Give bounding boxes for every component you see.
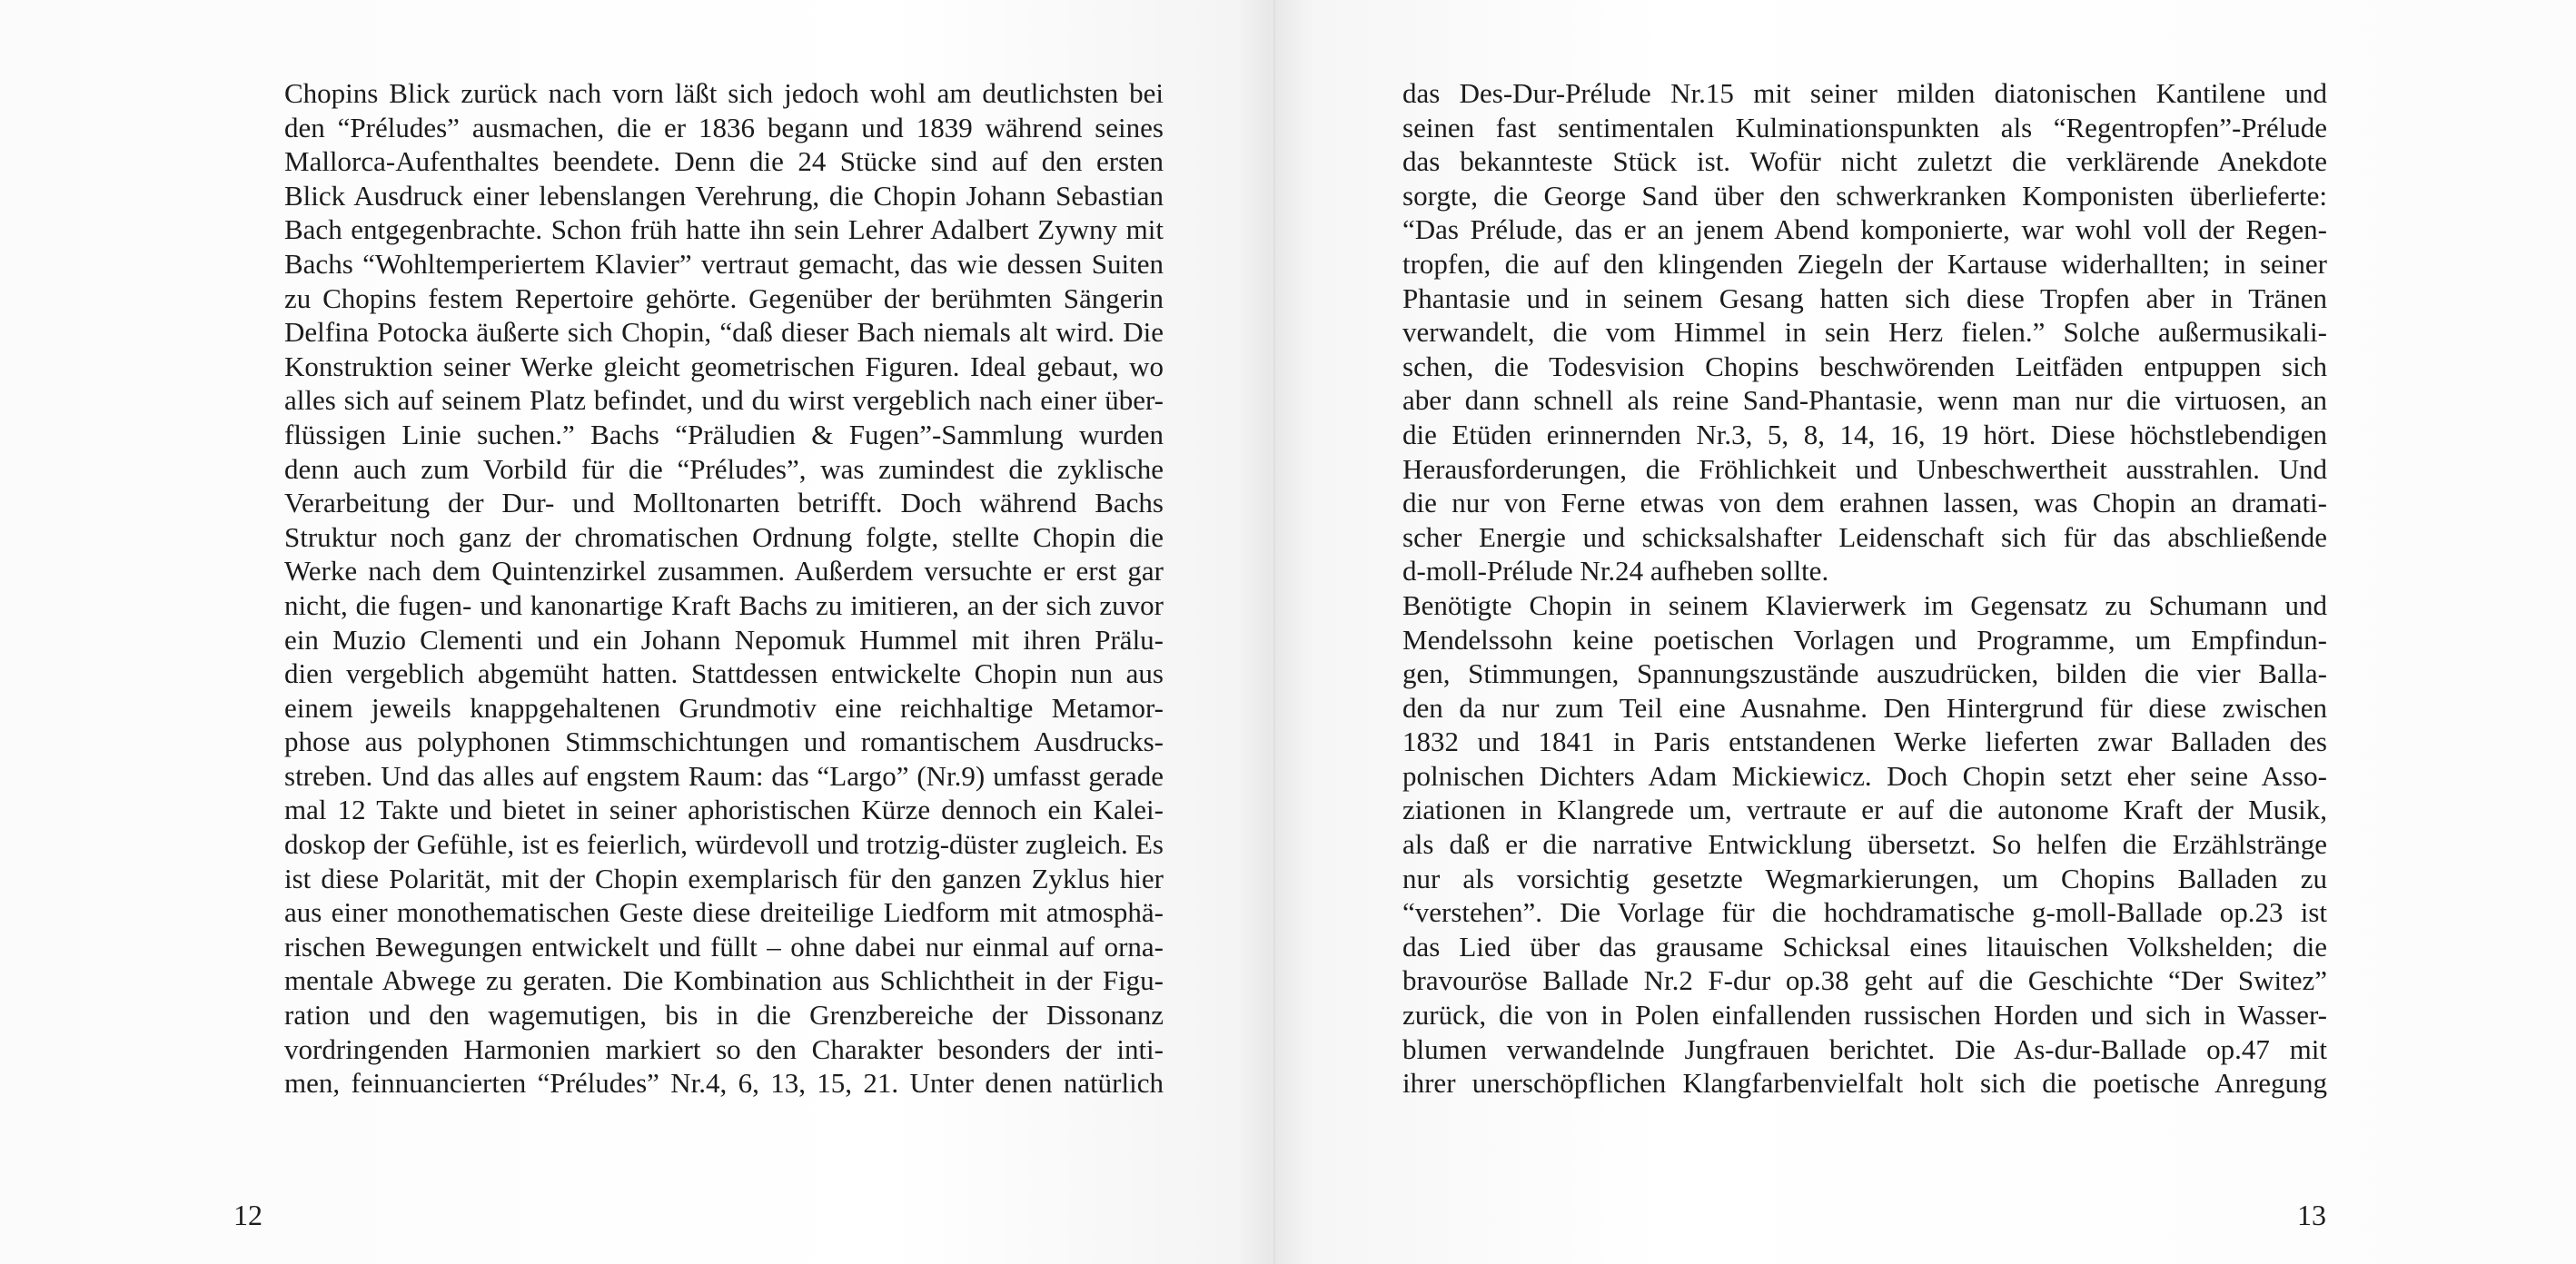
text-line: als daß er die narrative Entwicklung übersetzt. So helfen die Erzählstränge [1402,828,2327,861]
text-line: rischen Bewegungen entwickelt und füllt – ohne dabei nur einmal auf orna- [284,930,1164,963]
text-line: denn auch zum Vorbild für die “Préludes”, was zumindest die zyklische [284,452,1164,485]
text-line: ein Muzio Clementi und ein Johann Nepomuk Hummel mit ihren Prälu- [284,623,1164,656]
left-page-body-text [284,76,1164,1101]
text-line: ration und den wagemutigen, bis in die Grenzbereiche der Dissonanz [284,999,1164,1032]
text-line: Konstruktion seiner Werke gleicht geometrischen Figuren. Ideal gebaut, wo [284,350,1164,382]
text-line: alles sich auf seinem Platz befindet, und du wirst vergeblich nach einer über- [284,384,1164,417]
text-line: flüssigen Linie suchen.” Bachs “Präludien & Fugen”-Sammlung wurden [284,418,1164,450]
text-line: tropfen, die auf den klingenden Ziegeln der Kartause widerhallten; in seiner [1402,247,2327,280]
text-line: das Lied über das grausame Schicksal eines litauischen Volkshelden; die [1402,930,2327,963]
text-line: das bekannteste Stück ist. Wofür nicht zuletzt die verklärende Anekdote [1402,145,2327,178]
text-line: die Etüden erinnernden Nr.3, 5, 8, 14, 16, 19 hört. Diese höchstlebendigen [1402,418,2327,450]
text-line: Phantasie und in seinem Gesang hatten sich diese Tropfen aber in Tränen [1402,281,2327,314]
text-line: Chopins Blick zurück nach vorn läßt sich jedoch wohl am deutlichsten bei [284,77,1164,109]
text-line: sorgte, die George Sand über den schwerkranken Komponisten überlieferte: [1402,179,2327,212]
text-line: Mendelssohn keine poetischen Vorlagen und Programme, um Empfindun- [1402,623,2327,656]
left-page [0,0,1275,1264]
text-line: die nur von Ferne etwas von dem erahnen lassen, was Chopin an dramati- [1402,487,2327,519]
text-line: nicht, die fugen- und kanonartige Kraft Bachs zu imitieren, an der sich zuvor [284,588,1164,621]
text-line: men, feinnuancierten “Préludes” Nr.4, 6, 13, 15, 21. Unter denen natürlich [284,1067,1164,1100]
text-line: “verstehen”. Die Vorlage für die hochdramatische g-moll-Ballade op.23 ist [1402,896,2327,929]
right-page-number: 13 [2297,1199,2326,1231]
text-line: dien vergeblich abgemüht hatten. Stattdessen entwickelte Chopin nun aus [284,657,1164,690]
text-line: nur als vorsichtig gesetzte Wegmarkierungen, um Chopins Balladen zu [1402,862,2327,894]
text-line: Mallorca-Aufenthaltes beendete. Denn die 24 Stücke sind auf den ersten [284,145,1164,178]
text-line: Benötigte Chopin in seinem Klavierwerk im Gegensatz zu Schumann und [1402,588,2327,621]
text-line: doskop der Gefühle, ist es feierlich, würdevoll und trotzig-düster zugleich. Es [284,828,1164,861]
text-line: das Des-Dur-Prélude Nr.15 mit seiner milden diatonischen Kantilene und [1402,77,2327,109]
text-line: zurück, die von in Polen einfallenden russischen Horden und sich in Wasser- [1402,999,2327,1032]
text-line: “Das Prélude, das er an jenem Abend komponierte, war wohl voll der Regen- [1402,213,2327,246]
text-line: zu Chopins festem Repertoire gehörte. Gegenüber der berühmten Sängerin [284,281,1164,314]
text-line: ist diese Polarität, mit der Chopin exemplarisch für den ganzen Zyklus hier [284,862,1164,894]
text-line: scher Energie und schicksalshafter Leidenschaft sich für das abschließende [1402,520,2327,553]
text-line: bravouröse Ballade Nr.2 F-dur op.38 geht auf die Geschichte “Der Switez” [1402,964,2327,997]
text-line: den da nur zum Teil eine Ausnahme. Den Hintergrund für diese zwischen [1402,691,2327,724]
text-line: 1832 und 1841 in Paris entstandenen Werke lieferten zwar Balladen des [1402,726,2327,758]
text-line: aus einer monothematischen Geste diese dreiteilige Liedform mit atmosphä- [284,896,1164,929]
text-line: Delfina Potocka äußerte sich Chopin, “daß dieser Bach niemals alt wird. Die [284,316,1164,349]
text-line: d-moll-Prélude Nr.24 aufheben sollte. [1402,555,1829,588]
text-line: gen, Stimmungen, Spannungszustände auszudrücken, bilden die vier Balla- [1402,657,2327,690]
text-line: Werke nach dem Quintenzirkel zusammen. Außerdem versuchte er erst gar [284,555,1164,588]
text-line: phose aus polyphonen Stimmschichtungen und romantischem Ausdrucks- [284,726,1164,758]
text-line: einem jeweils knappgehaltenen Grundmotiv eine reichhaltige Metamor- [284,691,1164,724]
text-line: Bach entgegenbrachte. Schon früh hatte ihn sein Lehrer Adalbert Zywny mit [284,213,1164,246]
text-line: schen, die Todesvision Chopins beschwörenden Leitfäden entpuppen sich [1402,350,2327,382]
text-line: blumen verwandelnde Jungfrauen berichtet. Die As-dur-Ballade op.47 mit [1402,1032,2327,1065]
text-line: mal 12 Takte und bietet in seiner aphoristischen Kürze dennoch ein Kalei- [284,794,1164,826]
text-line: ihrer unerschöpflichen Klangfarbenvielfalt holt sich die poetische Anregung [1402,1067,2327,1100]
text-line: aber dann schnell als reine Sand-Phantasie, wenn man nur die virtuosen, an [1402,384,2327,417]
text-line: verwandelt, die vom Himmel in sein Herz fielen.” Solche außermusikali- [1402,316,2327,349]
text-line: Herausforderungen, die Fröhlichkeit und Unbeschwertheit ausstrahlen. Und [1402,452,2327,485]
text-line: seinen fast sentimentalen Kulminationspunkten als “Regentropfen”-Prélude [1402,111,2327,143]
text-line: Struktur noch ganz der chromatischen Ordnung folgte, stellte Chopin die [284,520,1164,553]
left-page-number: 12 [233,1199,263,1231]
text-line: Blick Ausdruck einer lebenslangen Verehrung, die Chopin Johann Sebastian [284,179,1164,212]
right-page-body-text [1402,76,2327,1101]
text-line: polnischen Dichters Adam Mickiewicz. Doch Chopin setzt eher seine Asso- [1402,759,2327,792]
text-line: ziationen in Klangrede um, vertraute er auf die autonome Kraft der Musik, [1402,794,2327,826]
text-line: den “Préludes” ausmachen, die er 1836 begann und 1839 während seines [284,111,1164,143]
text-line: Bachs “Wohltemperiertem Klavier” vertraut gemacht, das wie dessen Suiten [284,247,1164,280]
text-line: vordringenden Harmonien markiert so den Charakter besonders der inti- [284,1032,1164,1065]
text-line: streben. Und das alles auf engstem Raum: das “Largo” (Nr.9) umfasst gerade [284,759,1164,792]
text-line: mentale Abwege zu geraten. Die Kombination aus Schlichtheit in der Figu- [284,964,1164,997]
text-line: Verarbeitung der Dur- und Molltonarten betrifft. Doch während Bachs [284,487,1164,519]
